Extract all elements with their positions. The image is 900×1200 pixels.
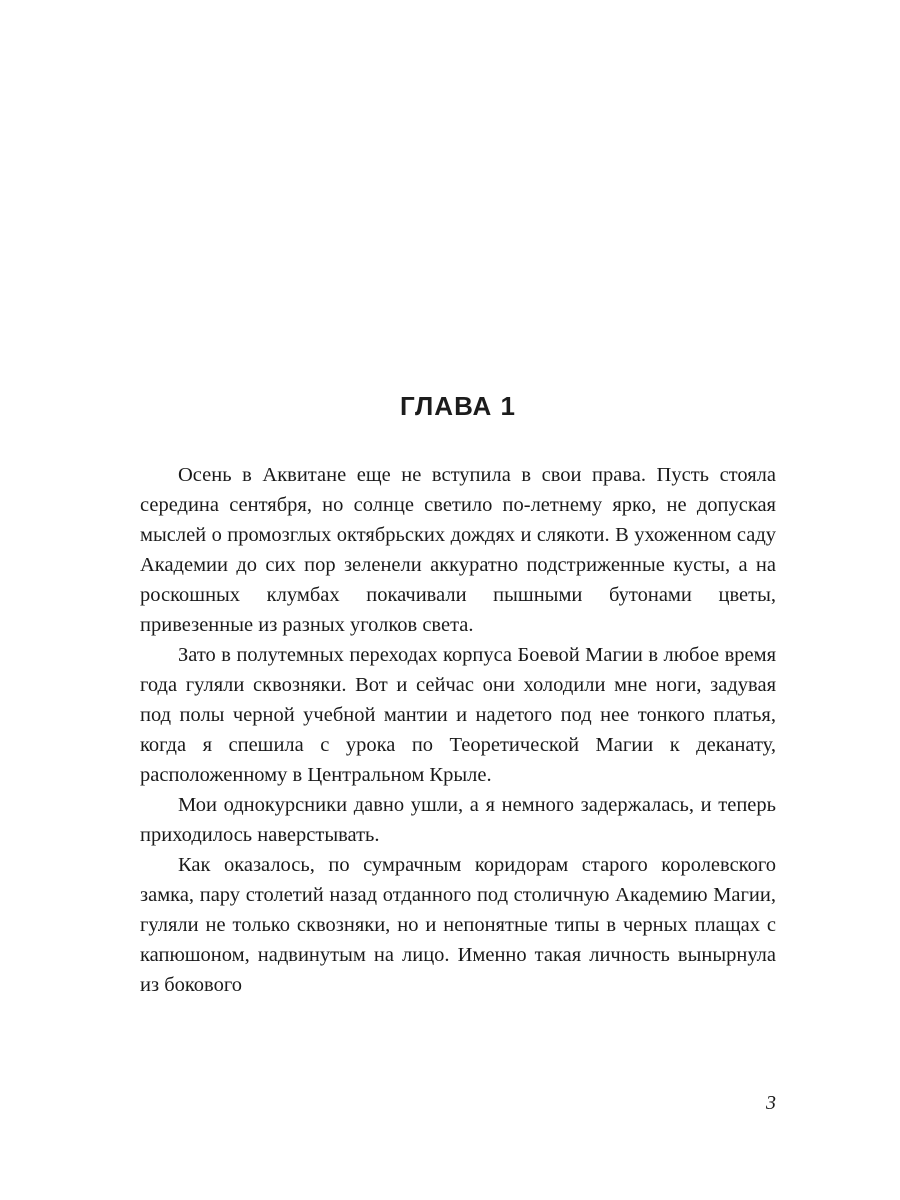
paragraph: Осень в Аквитане еще не вступила в свои права. Пусть стояла середина сентября, но солнце светило по-летнему ярко, не допуская мыслей о промозглых октябрьских дождях и слякоти. В ухоженном саду Академии до сих пор зеленели аккуратно подстриженные кусты, а на роскошных клумбах покачивали пышными бутонами цветы, привезенные из разных уголков света. [140, 464, 776, 636]
paragraph: Как оказалось, по сумрачным коридорам старого королевского замка, пару столетий назад отданного под столичную Академию Магии, гуляли не только сквозняки, но и непонятные типы в черных плащах с капюшоном, надвинутым на лицо. Именно такая личность вынырнула из бокового [140, 854, 776, 996]
paragraph: Зато в полутемных переходах корпуса Боевой Магии в любое время года гуляли сквозняки. Вот и сейчас они холодили мне ноги, задувая под полы черной учебной мантии и надетого под нее тонкого платья, когда я спешила с урока по Теоретической Магии к деканату, расположенному в Центральном Крыле. [140, 644, 776, 786]
paragraph: Мои однокурсники давно ушли, а я немного задержалась, и теперь приходилось наверстывать. [140, 794, 776, 846]
text-column [140, 0, 776, 1000]
chapter-title: ГЛАВА 1 [399, 391, 517, 421]
chapter-body [140, 460, 776, 1000]
page-number: 3 [766, 1092, 776, 1114]
